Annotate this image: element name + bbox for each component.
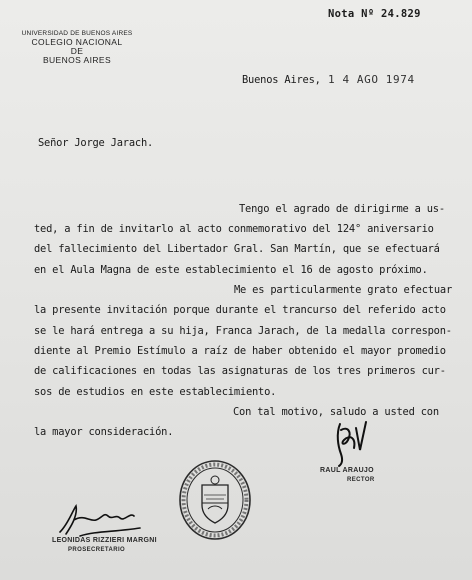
date-stamp: 1 4 AGO 1974 xyxy=(328,73,415,86)
addressee: Señor Jorge Jarach. xyxy=(38,137,154,149)
university-name: UNIVERSIDAD DE BUENOS AIRES xyxy=(21,30,133,37)
body-line: Tengo el agrado de dirigirme a us- xyxy=(239,203,445,215)
body-line: ted, a fin de invitarlo al acto conmemorativo del 124° aniversario xyxy=(34,223,434,235)
rector-signature xyxy=(326,420,386,470)
rector-title: RECTOR xyxy=(347,477,375,483)
body-line: Con tal motivo, saludo a usted con xyxy=(233,406,439,418)
body-line: de calificaciones en todas las asignaturas de los tres primeros cur- xyxy=(34,365,446,377)
place-label: Buenos Aires, xyxy=(242,74,321,86)
prosecretario-title: PROSECRETARIO xyxy=(68,547,126,553)
body-line: la mayor consideración. xyxy=(34,426,174,438)
body-line: sos de estudios en este establecimiento. xyxy=(34,386,277,398)
body-line: diente al Premio Estímulo a raíz de haber obtenido el mayor promedio xyxy=(34,345,446,357)
rector-name: RAUL ARAUJO xyxy=(320,467,374,474)
body-line: en el Aula Magna de este establecimiento el 16 de agosto próximo. xyxy=(34,264,428,276)
body-line: Me es particularmente grato efectuar xyxy=(234,284,453,296)
prosecretario-name: LEONIDAS RIZZIERI MARGNI xyxy=(52,537,157,544)
body-line: del fallecimiento del Libertador Gral. San Martín, que se efectuará xyxy=(34,243,440,255)
note-number: Nota Nº 24.829 xyxy=(328,8,421,20)
body-line: se le hará entrega a su hija, Franca Jarach, de la medalla correspon- xyxy=(34,325,452,337)
body-line: la presente invitación porque durante el trancurso del referido acto xyxy=(34,304,446,316)
college-line-1: COLEGIO NACIONAL xyxy=(31,37,123,47)
college-line-3: BUENOS AIRES xyxy=(42,55,112,65)
college-line-2: DE xyxy=(70,46,84,56)
college-seal xyxy=(178,459,252,541)
prosecretario-signature xyxy=(50,498,150,540)
institution-header xyxy=(10,29,144,65)
